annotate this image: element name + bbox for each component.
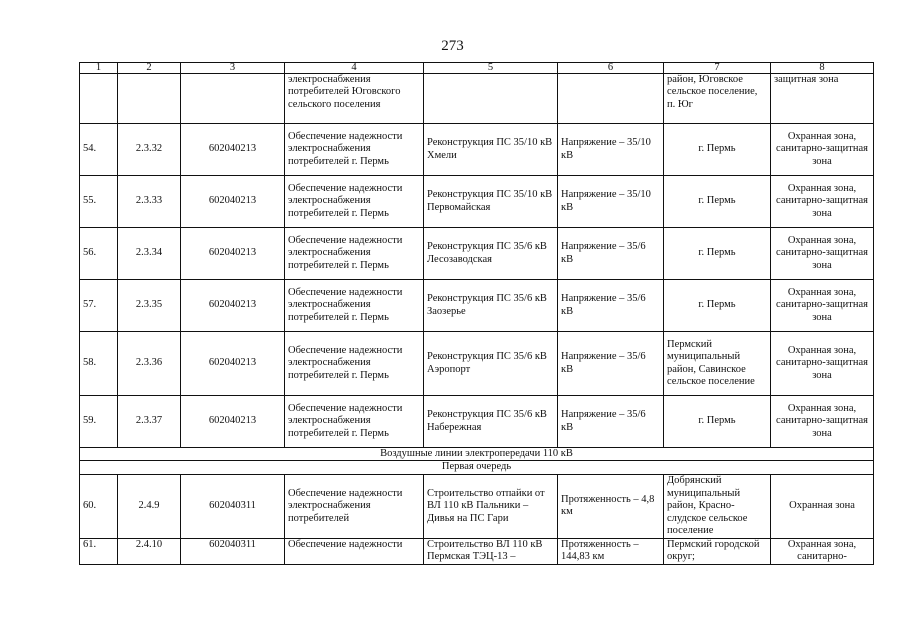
table-row: [80, 332, 874, 396]
row-purpose: Обеспечение надежности электроснабжения потребителей г. Пермь: [285, 228, 424, 280]
row-id: 602040213: [181, 396, 285, 448]
table-row: [80, 538, 874, 564]
row-location: г. Пермь: [664, 280, 771, 332]
row-location: район, Юговское сельское поселение, п. Юг: [664, 74, 771, 124]
row-work: Реконструкция ПС 35/10 кВ Хмели: [424, 124, 558, 176]
row-parameter: Напряжение – 35/10 кВ: [558, 176, 664, 228]
row-zone: Охранная зона, санитарно-защитная зона: [771, 176, 874, 228]
row-work: Реконструкция ПС 35/6 кВ Набережная: [424, 396, 558, 448]
row-code: 2.3.35: [118, 280, 181, 332]
row-code: 2.4.9: [118, 474, 181, 538]
row-work: Реконструкция ПС 35/6 кВ Аэропорт: [424, 332, 558, 396]
row-id: 602040213: [181, 280, 285, 332]
row-location: Пермский муниципальный район, Савинское сельское поселение: [664, 332, 771, 396]
row-number: [80, 74, 118, 124]
row-parameter: Напряжение – 35/10 кВ: [558, 124, 664, 176]
row-id: 602040311: [181, 474, 285, 538]
row-number: 58.: [80, 332, 118, 396]
row-id: 602040213: [181, 124, 285, 176]
row-code: 2.3.32: [118, 124, 181, 176]
row-code: 2.3.34: [118, 228, 181, 280]
row-id: 602040213: [181, 228, 285, 280]
table-row: [80, 280, 874, 332]
row-number: 61.: [80, 538, 118, 564]
row-number: 59.: [80, 396, 118, 448]
row-parameter: Протяженность – 144,83 км: [558, 538, 664, 564]
row-code: [118, 74, 181, 124]
row-id: [181, 74, 285, 124]
row-zone: Охранная зона, санитарно-защитная зона: [771, 280, 874, 332]
row-id: 602040213: [181, 332, 285, 396]
row-work: Реконструкция ПС 35/6 кВ Лесозаводская: [424, 228, 558, 280]
row-purpose: Обеспечение надежности электроснабжения потребителей г. Пермь: [285, 332, 424, 396]
section-heading-row: [80, 448, 874, 461]
header-cell: 6: [558, 63, 664, 74]
section-title: Воздушные линии электропередачи 110 кВ: [80, 448, 874, 461]
row-work: Реконструкция ПС 35/10 кВ Первомайская: [424, 176, 558, 228]
continuation-row: [80, 74, 874, 124]
row-zone: Охранная зона, санитарно-защитная зона: [771, 228, 874, 280]
row-number: 60.: [80, 474, 118, 538]
row-location: Добрянский муниципальный район, Красно-слудское сельское поселение: [664, 474, 771, 538]
infrastructure-table: [79, 62, 874, 565]
row-code: 2.4.10: [118, 538, 181, 564]
row-location: г. Пермь: [664, 228, 771, 280]
header-cell: 8: [771, 63, 874, 74]
row-parameter: Напряжение – 35/6 кВ: [558, 280, 664, 332]
table-row: [80, 396, 874, 448]
header-cell: 5: [424, 63, 558, 74]
column-number-header: [80, 63, 874, 74]
table-row: [80, 124, 874, 176]
header-cell: 7: [664, 63, 771, 74]
row-purpose: Обеспечение надежности электроснабжения потребителей: [285, 474, 424, 538]
row-purpose: Обеспечение надежности электроснабжения потребителей г. Пермь: [285, 176, 424, 228]
row-code: 2.3.33: [118, 176, 181, 228]
row-purpose: Обеспечение надежности электроснабжения потребителей г. Пермь: [285, 396, 424, 448]
row-number: 55.: [80, 176, 118, 228]
table-row: [80, 228, 874, 280]
row-id: 602040311: [181, 538, 285, 564]
row-number: 57.: [80, 280, 118, 332]
table-row: [80, 176, 874, 228]
row-purpose: Обеспечение надежности электроснабжения потребителей г. Пермь: [285, 124, 424, 176]
row-parameter: Напряжение – 35/6 кВ: [558, 396, 664, 448]
row-location: Пермский городской округ;: [664, 538, 771, 564]
row-location: г. Пермь: [664, 396, 771, 448]
subsection-heading-row: [80, 461, 874, 474]
subsection-title: Первая очередь: [80, 461, 874, 474]
row-zone: Охранная зона, санитарно-защитная зона: [771, 124, 874, 176]
row-id: 602040213: [181, 176, 285, 228]
row-zone: Охранная зона: [771, 474, 874, 538]
row-code: 2.3.36: [118, 332, 181, 396]
row-zone: Охранная зона, санитарно-защитная зона: [771, 332, 874, 396]
row-parameter: Напряжение – 35/6 кВ: [558, 332, 664, 396]
row-number: 56.: [80, 228, 118, 280]
row-work: Строительство ВЛ 110 кВ Пермская ТЭЦ-13 –: [424, 538, 558, 564]
row-purpose: Обеспечение надежности электроснабжения потребителей г. Пермь: [285, 280, 424, 332]
row-location: г. Пермь: [664, 124, 771, 176]
row-work: [424, 74, 558, 124]
row-work: Строительство отпайки от ВЛ 110 кВ Пальники – Дивья на ПС Гари: [424, 474, 558, 538]
row-parameter: Протяженность – 4,8 км: [558, 474, 664, 538]
row-parameter: Напряжение – 35/6 кВ: [558, 228, 664, 280]
row-zone: защитная зона: [771, 74, 874, 124]
header-cell: 3: [181, 63, 285, 74]
page-number: 273: [441, 38, 464, 54]
row-purpose: Обеспечение надежности: [285, 538, 424, 564]
row-code: 2.3.37: [118, 396, 181, 448]
row-purpose: электроснабжения потребителей Юговского сельского поселения: [285, 74, 424, 124]
row-location: г. Пермь: [664, 176, 771, 228]
row-zone: Охранная зона, санитарно-защитная зона: [771, 396, 874, 448]
header-cell: 1: [80, 63, 118, 74]
row-work: Реконструкция ПС 35/6 кВ Заозерье: [424, 280, 558, 332]
row-parameter: [558, 74, 664, 124]
row-zone: Охранная зона, санитарно-: [771, 538, 874, 564]
header-cell: 4: [285, 63, 424, 74]
row-number: 54.: [80, 124, 118, 176]
table-row: [80, 474, 874, 538]
header-cell: 2: [118, 63, 181, 74]
